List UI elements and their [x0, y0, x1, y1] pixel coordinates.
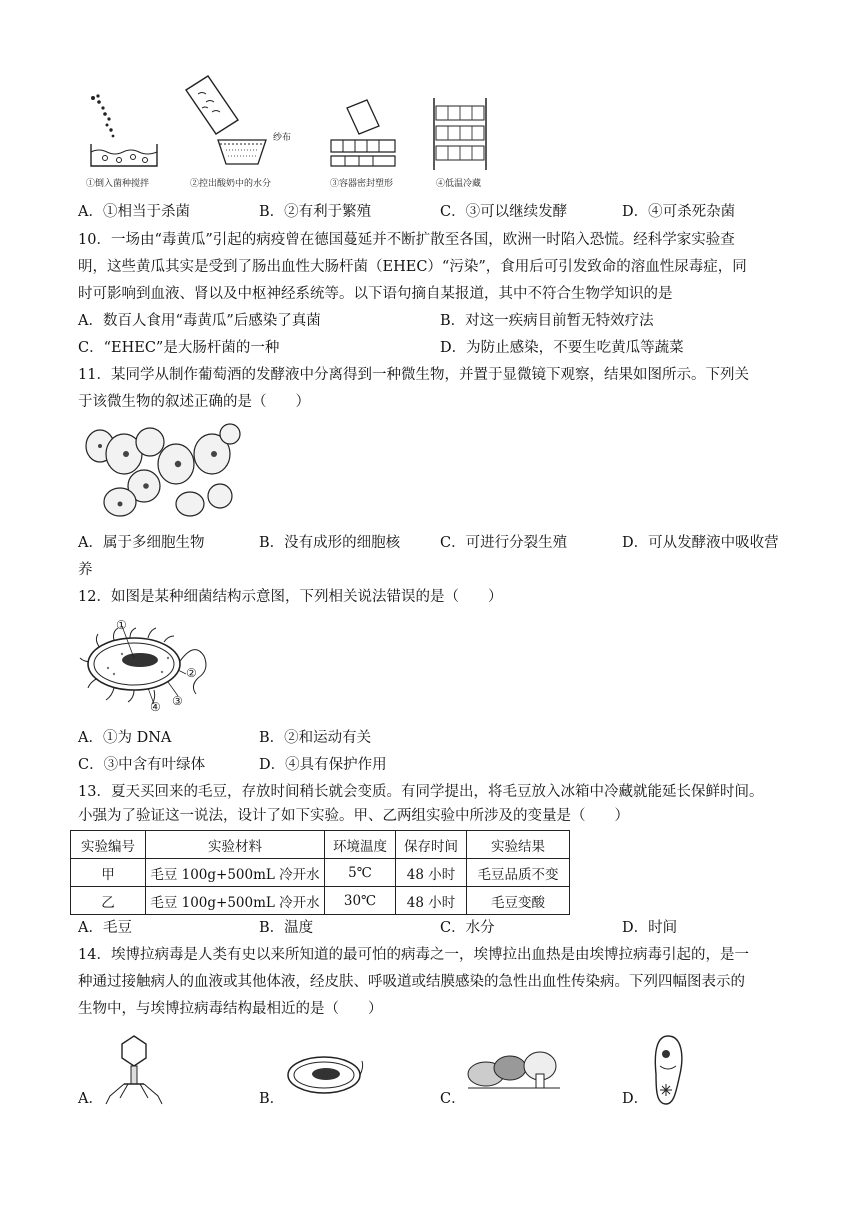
q11-stem-line-2: 于该微生物的叙述正确的是（ ）	[78, 394, 310, 410]
q9-caption-2: ②控出酸奶中的水分	[190, 179, 272, 189]
q11-option-b: B．没有成形的细胞核	[259, 535, 401, 551]
bacterium-illustration	[78, 618, 218, 710]
bacterium-label-1: ①	[116, 618, 127, 632]
table-cell: 48 小时	[396, 887, 467, 915]
table-cell: 乙	[71, 887, 146, 915]
table-header-cell: 实验结果	[467, 831, 570, 859]
q13-option-c: C．水分	[440, 920, 495, 936]
seal-container-illustration	[323, 100, 403, 172]
q13-option-b: B．温度	[259, 920, 314, 936]
q14-option-c: C．	[440, 1091, 466, 1107]
strain-yogurt-illustration	[178, 72, 273, 172]
q10-option-c: C．“EHEC”是大肠杆菌的一种	[78, 340, 280, 356]
q12-option-d: D．④具有保护作用	[259, 757, 387, 773]
pour-culture-illustration	[85, 92, 165, 172]
q10-option-d: D．为防止感染，不要生吃黄瓜等蔬菜	[440, 340, 684, 356]
q12-option-b: B．②和运动有关	[259, 730, 372, 746]
q13-option-a: A．毛豆	[78, 920, 132, 936]
table-cell: 毛豆变酸	[467, 887, 570, 915]
q9-caption-4: ④低温冷藏	[436, 179, 482, 189]
q11-option-d-wrap: 养	[78, 562, 93, 578]
q10-stem-line-2: 明，这些黄瓜其实是受到了肠出血性大肠杆菌（EHEC）“污染”，食用后可引发致命的溶血性尿毒症，同	[78, 259, 747, 275]
q12-stem: 12．如图是某种细菌结构示意图，下列相关说法错误的是（ ）	[78, 589, 503, 605]
q10-stem-line-1: 10．一场由“毒黄瓜”引起的病疫曾在德国蔓延并不断扩散至各国，欧洲一时陷入恐慌。经科学家实验查	[78, 232, 735, 248]
cold-storage-illustration	[428, 96, 492, 174]
table-row	[71, 887, 570, 915]
q9-caption-3: ③容器密封塑形	[330, 179, 394, 189]
table-header-cell: 环境温度	[325, 831, 396, 859]
table-cell: 毛豆品质不变	[467, 859, 570, 887]
yeast-micrograph	[80, 424, 246, 520]
q14-stem-line-1: 14．埃博拉病毒是人类有史以来所知道的最可怕的病毒之一，埃博拉出血热是由埃博拉病毒引起的，是一	[78, 947, 749, 963]
bacterium-cell-illustration	[284, 1052, 364, 1098]
q13-stem-line-2: 小强为了验证这一说法，设计了如下实验。甲、乙两组实验中所涉及的变量是（ ）	[78, 808, 629, 824]
table-cell: 5℃	[325, 859, 396, 887]
table-cell: 毛豆 100g+500mL 冷开水	[146, 859, 325, 887]
q12-option-a: A．①为 DNA	[78, 730, 172, 746]
q9-option-a: A．①相当于杀菌	[78, 204, 190, 220]
table-header-cell: 实验材料	[146, 831, 325, 859]
q9-option-c: C．③可以继续发酵	[440, 204, 568, 220]
bacterium-label-4: ④	[150, 700, 161, 714]
bacteriophage-illustration	[104, 1034, 164, 1104]
q11-stem-line-1: 11．某同学从制作葡萄酒的发酵液中分离得到一种微生物，并置于显微镜下观察，结果如图所示。下列关	[78, 367, 749, 383]
q13-stem-line-1: 13．夏天买回来的毛豆，存放时间稍长就会变质。有同学提出，将毛豆放入冰箱中冷藏就能延长保鲜时间。	[78, 784, 764, 800]
table-header-cell: 保存时间	[396, 831, 467, 859]
q13-option-d: D．时间	[622, 920, 678, 936]
q12-option-c: C．③中含有叶绿体	[78, 757, 206, 773]
bacterium-label-2: ②	[186, 666, 197, 680]
q10-option-b: B．对这一疾病目前暂无特效疗法	[440, 313, 654, 329]
q9-option-b: B．②有利于繁殖	[259, 204, 372, 220]
table-header-cell: 实验编号	[71, 831, 146, 859]
q9-option-d: D．④可杀死杂菌	[622, 204, 736, 220]
q10-option-a: A．数百人食用“毒黄瓜”后感染了真菌	[78, 313, 321, 329]
table-row	[71, 859, 570, 887]
bacterium-label-3: ③	[172, 694, 183, 708]
gauze-label: 纱布	[273, 133, 292, 143]
q11-option-a: A．属于多细胞生物	[78, 535, 205, 551]
table-cell: 毛豆 100g+500mL 冷开水	[146, 887, 325, 915]
table-header-row	[71, 831, 570, 859]
q14-stem-line-3: 生物中，与埃博拉病毒结构最相近的是（ ）	[78, 1001, 383, 1017]
q14-option-b: B．	[259, 1091, 285, 1107]
table-cell: 30℃	[325, 887, 396, 915]
q10-stem-line-3: 时可影响到血液、肾以及中枢神经系统等。以下语句摘自某报道，其中不符合生物学知识的是	[78, 286, 673, 302]
q14-option-d: D．	[622, 1091, 649, 1107]
paramecium-illustration	[648, 1034, 688, 1106]
q11-option-c: C．可进行分裂生殖	[440, 535, 568, 551]
q11-option-d: D．可从发酵液中吸收营	[622, 535, 779, 551]
mushroom-illustration	[466, 1044, 562, 1094]
table-cell: 48 小时	[396, 859, 467, 887]
table-cell: 甲	[71, 859, 146, 887]
q9-caption-1: ①倒入菌种搅拌	[86, 179, 150, 189]
experiment-table	[70, 830, 570, 915]
q14-option-a: A．	[78, 1091, 103, 1107]
q14-stem-line-2: 种通过接触病人的血液或其他体液，经皮肤、呼吸道或结膜感染的急性出血性传染病。下列四幅图表示的	[78, 974, 745, 990]
